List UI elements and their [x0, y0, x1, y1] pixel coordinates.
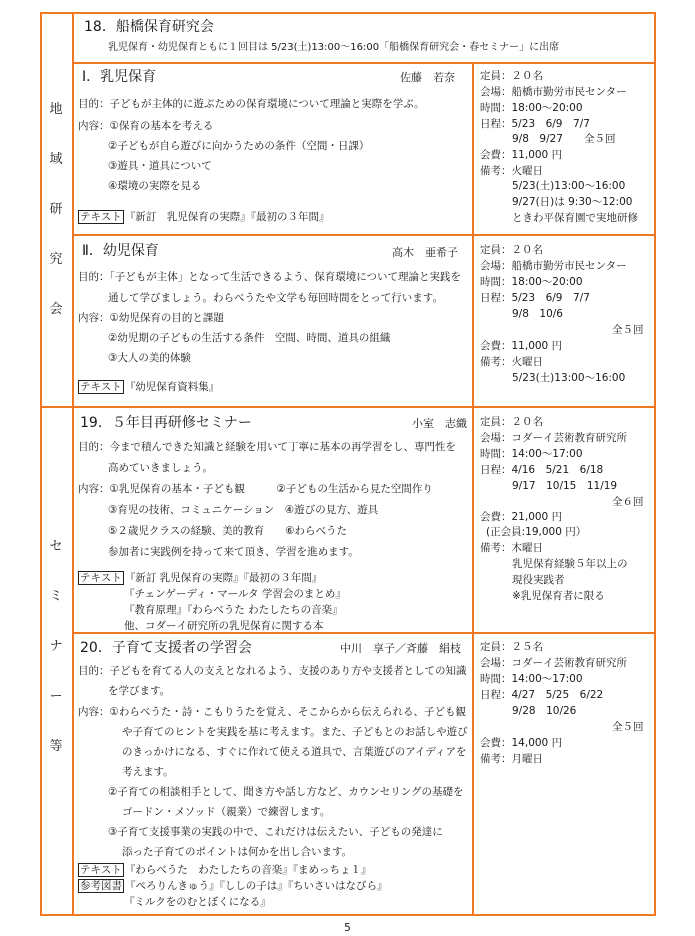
course-line: 内容：①幼児保育の目的と課題 — [78, 312, 224, 324]
side-label-char: 研 — [49, 202, 63, 217]
course-line: 考えます。 — [122, 766, 174, 778]
section-title: 18．船橋保育研究会 — [84, 19, 214, 35]
course-line: 参加者に実践例を持って来て頂き、学習を進めます。 — [108, 546, 359, 558]
side-label-char: 等 — [49, 739, 63, 754]
section-divider — [72, 632, 656, 634]
info-line: 会場：船橋市勤労市民センター — [480, 86, 627, 98]
course-line: ②幼児期の子どもの生活する条件 空間、時間、道具の組織 — [108, 332, 391, 344]
textbook-value: 『新訂 乳児保育の実際』『最初の３年間』 — [124, 211, 330, 223]
course-divider — [72, 234, 656, 236]
course-line: や子育てのヒントを実践を基に考えます。また、子どもとのお話しや遊び — [122, 726, 468, 738]
info-line: ときわ平保育園で実地研修 — [512, 212, 638, 224]
info-line: 乳児保育経験５年以上の — [512, 558, 628, 570]
teacher-name: 中川 享子／斉藤 絹枝 — [340, 642, 461, 655]
info-line: 備考：月曜日 — [480, 753, 543, 765]
textbook-value: 『わらべうた わたしたちの音楽』『まめっちょ１』 — [124, 864, 372, 876]
info-line: ※乳児保育者に限る — [512, 590, 605, 602]
reference-line — [78, 880, 388, 892]
info-line: 全６回 — [612, 496, 644, 508]
info-line: 現役実践者 — [512, 574, 565, 586]
info-line: 日程：5/23 6/9 7/7 — [480, 118, 590, 130]
side-label-char: ー — [49, 689, 63, 704]
info-line: 備考：火曜日 — [480, 165, 543, 177]
textbook-value: 『新訂 乳児保育の実際』『最初の３年間』 — [124, 572, 323, 584]
info-line: 日程：4/27 5/25 6/22 — [480, 689, 604, 701]
info-line: 会場：船橋市勤労市民センター — [480, 260, 627, 272]
section-subtitle: 乳児保育・幼児保育ともに１回目は 5/23(土)13:00〜16:00「船橋保育研究会・春セミナー」に出席 — [108, 42, 560, 53]
side-label-char: ナ — [49, 639, 63, 654]
info-line: 9/8 9/27 全５回 — [512, 133, 616, 145]
section-title: 19．５年目再研修セミナー — [80, 415, 252, 431]
course-line: 目的：今まで積んできた知識と経験を用いて丁寧に基本の再学習をし、専門性を — [78, 441, 456, 453]
textbook-line: 『チェンゲーディ・マールタ 学習会のまとめ』 — [124, 588, 346, 600]
side-column-divider — [72, 12, 74, 916]
textbook-line — [78, 864, 371, 876]
info-line: 全５回 — [612, 721, 644, 733]
info-line: 定員：２０名 — [480, 70, 543, 82]
info-line: 9/27(日)は 9:30〜12:00 — [512, 196, 633, 208]
info-line: 備考：火曜日 — [480, 356, 543, 368]
course-line: 目的：子どもが主体的に遊ぶための保育環境について理論と実際を学ぶ。 — [78, 98, 425, 110]
section-divider — [40, 406, 656, 408]
info-line: 5/23(土)13:00〜16:00 — [512, 372, 626, 384]
course-line: ③大人の美的体験 — [108, 352, 191, 364]
info-line: 定員：２０名 — [480, 244, 543, 256]
info-line: 会費：11,000 円 — [480, 149, 563, 161]
info-line: 日程：4/16 5/21 6/18 — [480, 464, 604, 476]
side-label-char: 会 — [49, 302, 63, 317]
info-line: 定員：２５名 — [480, 641, 543, 653]
info-line: 備考：木曜日 — [480, 542, 543, 554]
info-line: 9/8 10/6 — [512, 308, 563, 320]
textbook-label: テキスト — [80, 864, 122, 876]
course-line: ④環境の実際を見る — [108, 180, 202, 192]
course-title: Ⅱ．幼児保育 — [82, 243, 159, 259]
info-line: 時間：18:00〜20:00 — [480, 276, 583, 288]
side-label-char: 地 — [49, 102, 63, 117]
textbook-line: 他、コダーイ研究所の乳児保育に関する本 — [124, 620, 324, 632]
info-line: 9/28 10/26 — [512, 705, 577, 717]
course-line: のきっかけになる、すぐに作れて使える道具で、言葉遊びのアイディアを — [122, 746, 467, 758]
textbook-label: テキスト — [80, 381, 122, 393]
info-line: 日程：5/23 6/9 7/7 — [480, 292, 590, 304]
textbook-line — [78, 572, 322, 584]
course-line: 高めていきましょう。 — [108, 462, 213, 474]
course-line: ⑤２歳児クラスの経験、美的教育 ⑥わらべうた — [108, 525, 348, 537]
info-line: 会費：11,000 円 — [480, 340, 563, 352]
textbook-line — [78, 211, 330, 223]
side-label-char: 究 — [49, 252, 63, 267]
info-line: 時間：14:00〜17:00 — [480, 448, 583, 460]
course-line: 内容：①保育の基本を考える — [78, 120, 214, 132]
info-line: 時間：18:00〜20:00 — [480, 102, 583, 114]
info-line: 全５回 — [612, 324, 644, 336]
course-line: ③育児の技術、コミュニケーション ④遊びの見方、遊具 — [108, 504, 379, 516]
teacher-name: 高木 亜希子 — [392, 246, 458, 259]
course-title: Ⅰ．乳児保育 — [82, 69, 157, 85]
course-line: 目的：「子どもが主体」となって生活できるよう、保育環境について理論と実践を — [78, 271, 462, 283]
course-line: 目的：子どもを育てる人の支えとなれるよう、支援のあり方や支援者としての知識 — [78, 665, 467, 677]
course-line: 内容：①わらべうた・詩・こもりうたを覚え、そこからから伝えられる、子ども観 — [78, 706, 467, 718]
reference-label: 参考図書 — [80, 880, 122, 892]
course-line: ③子育て支援事業の実践の中で、これだけは伝えたい、子どもの発達に — [108, 826, 443, 838]
info-line: 会費：21,000 円 — [480, 511, 563, 523]
textbook-label: テキスト — [80, 572, 122, 584]
course-line: を学びます。 — [108, 685, 171, 697]
course-line: 添った子育てのポイントは何かを出し合います。 — [122, 846, 353, 858]
teacher-name: 佐藤 若奈 — [400, 71, 455, 84]
reference-line: 『ミルクをのむとぼくになる』 — [124, 896, 271, 908]
course-line: ゴードン・メソッド（親業）で練習します。 — [122, 806, 331, 818]
info-line: 会場：コダーイ芸術教育研究所 — [480, 657, 627, 669]
header-divider — [72, 62, 656, 64]
info-line: 9/17 10/15 11/19 — [512, 480, 618, 492]
textbook-line: 『教育原理』『わらべうた わたしたちの音楽』 — [124, 604, 343, 616]
info-line: 会場：コダーイ芸術教育研究所 — [480, 432, 627, 444]
textbook-value: 『幼児保育資料集』 — [124, 381, 220, 393]
side-label-char: ミ — [49, 589, 63, 604]
info-column-divider — [472, 62, 474, 916]
course-line: ③遊具・道具について — [108, 160, 212, 172]
course-line: 内容：①乳児保育の基本・子ども観 ②子どもの生活から見た空間作り — [78, 483, 433, 495]
side-label-char: セ — [49, 539, 63, 554]
info-line: 時間：14:00〜17:00 — [480, 673, 583, 685]
info-line: 定員：２０名 — [480, 416, 543, 428]
teacher-name: 小室 志織 — [412, 417, 467, 430]
reference-value: 『ぺろりんきゅう』『ししの子は』『ちいさいはなびら』 — [125, 880, 388, 892]
course-line: 通して学びましょう。わらべうたや文学も毎回時間をとって行います。 — [108, 292, 443, 304]
textbook-label: テキスト — [80, 211, 122, 223]
textbook-line — [78, 381, 219, 393]
page-number: 5 — [344, 922, 351, 934]
info-line: 会費：14,000 円 — [480, 737, 563, 749]
course-line: ②子どもが自ら遊びに向かうための条件（空間・日課） — [108, 140, 370, 152]
info-line: 5/23(土)13:00〜16:00 — [512, 180, 626, 192]
side-label-char: 域 — [49, 152, 63, 167]
section-title: 20．子育て支援者の学習会 — [80, 640, 252, 656]
course-line: ②子育ての相談相手として、聞き方や話し方など、カウンセリングの基礎を — [108, 786, 464, 798]
info-line: (正会員:19,000 円） — [486, 526, 587, 538]
